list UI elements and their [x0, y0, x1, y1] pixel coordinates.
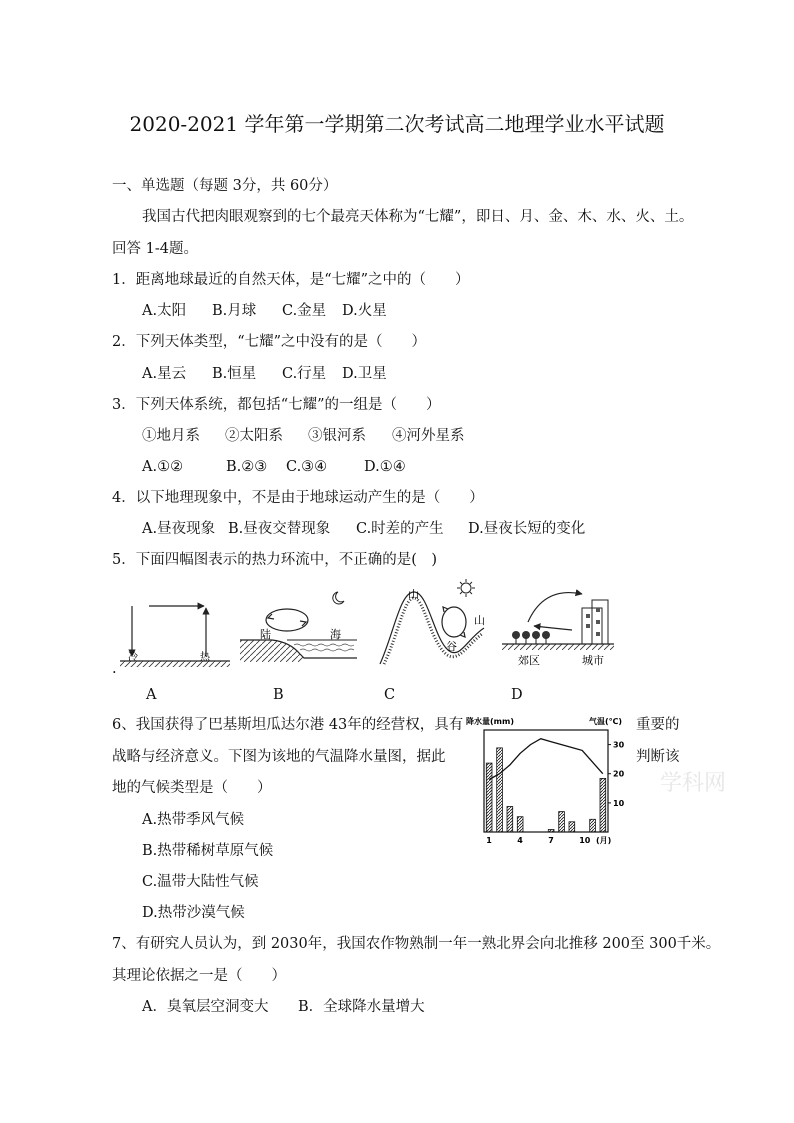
intro-line-1: 我国古代把肉眼观察到的七个最亮天体称为“七耀”，即日、月、金、木、水、火、土。 — [142, 209, 694, 225]
q2-stem: 2．下列天体类型，“七耀”之中没有的是（ ） — [112, 334, 427, 350]
label-cold: 冷 — [128, 652, 138, 663]
q5-leading-dot: . — [112, 661, 117, 677]
label-sea: 海 — [330, 628, 341, 641]
arrow-lower — [534, 626, 572, 630]
precipitation-bar-month-12 — [600, 778, 606, 832]
chart-y2label: 气温(℃) — [589, 717, 622, 726]
intro-line-2: 回答 1-4题。 — [112, 241, 198, 257]
q6-line-2a: 战略与经济意义。下图为该地的气温降水量图，据此 — [112, 749, 446, 765]
q6-line-1b: 重要的 — [636, 717, 680, 733]
tree-icons — [512, 631, 550, 644]
q7-option-b: B．全球降水量增大 — [298, 999, 425, 1015]
q3-item-3: ③银河系 — [308, 428, 366, 444]
q3-option-b: B.②③ — [226, 459, 268, 475]
precipitation-bar-month-4 — [517, 817, 523, 832]
q6-line-2b: 判断该 — [636, 749, 680, 765]
q6-line-3: 地的气候类型是（ ） — [112, 780, 272, 796]
q4-option-a: A.昼夜现象 — [142, 521, 216, 537]
q7-line-2: 其理论依据之一是（ ） — [112, 968, 286, 984]
q7-line-1: 7、有研究人员认为，到 2030年，我国农作物熟制一年一熟北界会向北推移 200至 300千米。 — [112, 936, 721, 952]
label-city: 城市 — [582, 654, 604, 667]
diagram-a — [120, 606, 230, 667]
q3-stem: 3．下列天体系统，都包括“七耀”的一组是（ ） — [112, 397, 441, 413]
arrow-upper — [528, 593, 582, 622]
climate-chart — [462, 712, 770, 846]
label-mountain-right: 山 — [474, 614, 485, 627]
precipitation-bar-month-11 — [590, 819, 596, 832]
temperature-line — [489, 739, 603, 780]
q3-option-c: C.③④ — [286, 459, 328, 475]
q1-stem: 1．距离地球最近的自然天体，是“七耀”之中的（ ） — [112, 272, 470, 288]
chart-ylabel: 降水量(mm) — [466, 717, 514, 726]
diagram-b — [240, 592, 357, 662]
label-mountain-left: 山 — [408, 588, 419, 601]
x-tick-10: 10 — [579, 836, 591, 845]
label-land: 陆 — [260, 628, 271, 641]
q4-option-c: C.时差的产生 — [356, 521, 444, 537]
precipitation-bar-month-9 — [569, 822, 575, 832]
q5-stem: 5．下面四幅图表示的热力环流中，不正确的是( ) — [112, 552, 438, 568]
q7-option-a: A．臭氧层空洞变大 — [142, 999, 269, 1015]
sun-icon — [457, 579, 475, 597]
caption-a: A — [146, 687, 157, 703]
q2-option-a: A.星云 — [142, 366, 187, 382]
q2-option-b: B.恒星 — [212, 366, 257, 382]
y2-tick-10: 10 — [613, 798, 625, 808]
q6-option-b: B.热带稀树草原气候 — [142, 843, 274, 859]
moon-icon — [333, 592, 344, 604]
precipitation-bar-month-2 — [497, 748, 503, 832]
q3-option-d: D.①④ — [364, 459, 406, 475]
q1-option-c: C.金星 — [282, 303, 327, 319]
caption-d: D — [511, 687, 523, 703]
section-heading: 一、单选题（每题 3分，共 60分） — [112, 178, 338, 194]
y2-tick-30: 30 — [613, 740, 625, 750]
building-icon — [582, 600, 608, 644]
q3-item-4: ④河外星系 — [392, 428, 465, 444]
diagram-d — [502, 593, 614, 667]
q6-option-d: D.热带沙漠气候 — [142, 905, 245, 921]
x-tick-4: 4 — [517, 836, 523, 845]
q3-item-2: ②太阳系 — [225, 428, 283, 444]
q4-stem: 4．以下地理现象中，不是由于地球运动产生的是（ ） — [112, 490, 484, 506]
precipitation-bar-month-1 — [486, 763, 492, 832]
q1-option-d: D.火星 — [342, 303, 387, 319]
q2-option-c: C.行星 — [282, 366, 327, 382]
watermark: 学科网 — [660, 771, 727, 796]
x-tick-1: 1 — [486, 836, 492, 845]
circulation-loop-c — [442, 607, 466, 637]
q3-item-1: ①地月系 — [142, 428, 200, 444]
label-hot: 热 — [200, 652, 210, 663]
q3-option-a: A.①② — [142, 459, 184, 475]
q1-option-b: B.月球 — [212, 303, 257, 319]
precipitation-bar-month-3 — [507, 807, 513, 833]
y2-tick-20: 20 — [613, 769, 625, 779]
caption-c: C — [384, 687, 396, 703]
label-valley: 谷 — [446, 640, 457, 653]
label-suburb: 郊区 — [518, 654, 540, 667]
circulation-loop-b — [266, 609, 308, 631]
q6-option-c: C.温带大陆性气候 — [142, 874, 259, 890]
chart-xlabel: (月) — [596, 836, 612, 845]
precipitation-bar-month-8 — [559, 812, 565, 832]
precipitation-bar-month-7 — [548, 830, 554, 833]
q4-option-b: B.昼夜交替现象 — [228, 521, 331, 537]
q4-option-d: D.昼夜长短的变化 — [468, 521, 586, 537]
x-tick-7: 7 — [548, 836, 554, 845]
page-title: 2020-2021 学年第一学期第二次考试高二地理学业水平试题 — [129, 112, 665, 136]
diagram-c — [380, 579, 485, 664]
q2-option-d: D.卫星 — [342, 366, 387, 382]
q6-option-a: A.热带季风气候 — [142, 812, 245, 828]
q6-line-1a: 6、我国获得了巴基斯坦瓜达尔港 43年的经营权，具有 — [112, 717, 464, 733]
thermal-circulation-diagrams — [112, 578, 632, 678]
caption-b: B — [273, 687, 284, 703]
q1-option-a: A.太阳 — [142, 303, 187, 319]
